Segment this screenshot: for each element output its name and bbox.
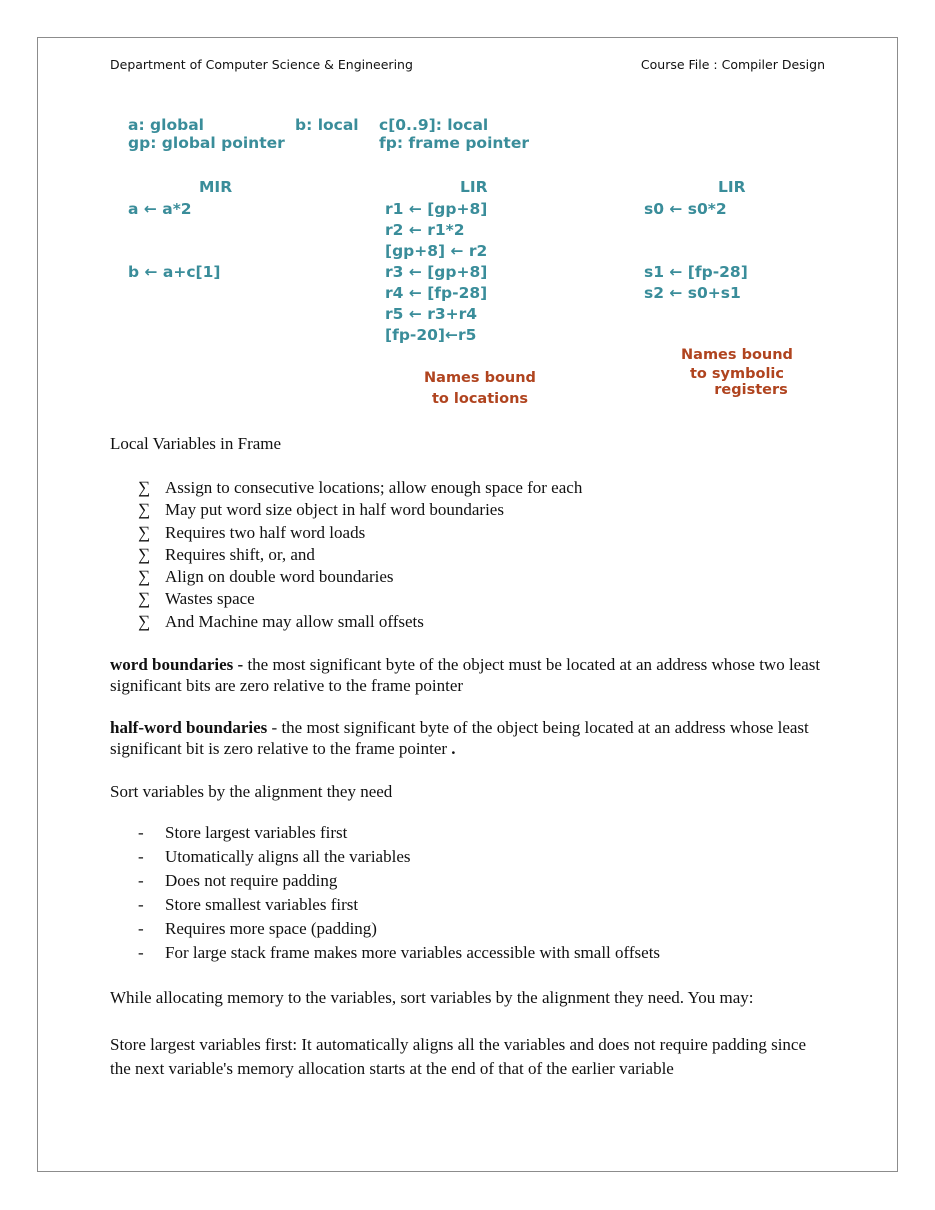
lir-line: [fp-20]←r5 xyxy=(385,326,477,344)
lir-register-line: s1 ← [fp-28] xyxy=(644,263,748,281)
sigma-bullet-icon: ∑ xyxy=(137,567,151,587)
column-mir: MIR xyxy=(199,178,233,196)
header-department: Department of Computer Science & Engineering xyxy=(110,57,413,72)
legend-gp: gp: global pointer xyxy=(128,134,285,152)
note-locations-line: to locations xyxy=(431,391,529,407)
legend-b: b: local xyxy=(295,116,359,134)
lir-register-line: s2 ← s0+s1 xyxy=(644,284,741,302)
sort-heading: Sort variables by the alignment they need xyxy=(110,782,393,801)
note-locations-line: Names bound xyxy=(424,370,536,386)
note-registers-line: to symbolic xyxy=(689,366,784,382)
dash-bullet: - xyxy=(138,871,144,890)
word-boundaries-term: word boundaries - xyxy=(110,655,244,674)
mir-line: a ← a*2 xyxy=(128,200,192,218)
column-lir-locations: LIR xyxy=(460,178,488,196)
dash-bullet: - xyxy=(138,919,144,938)
dash-bullet: - xyxy=(138,895,144,914)
lir-line: r3 ← [gp+8] xyxy=(385,263,488,281)
word-boundaries-paragraph: word boundaries - the most significant byte of the object must be located at an address whose two least significant bits are zero relative to the frame pointer xyxy=(110,655,821,695)
header-course: Course File : Compiler Design xyxy=(640,57,825,72)
half-word-boundaries-term: half-word boundaries xyxy=(110,718,268,737)
legend-fp: fp: frame pointer xyxy=(379,134,529,152)
lir-line: [gp+8] ← r2 xyxy=(385,242,488,260)
sigma-bullet-icon: ∑ xyxy=(137,611,151,631)
lir-register-line: s0 ← s0*2 xyxy=(644,200,727,218)
half-word-boundaries-paragraph: half-word boundaries - the most significant byte of the object being located at an address whose least significant bit is zero relative to the frame pointer . xyxy=(110,718,809,758)
legend-c: c[0..9]: local xyxy=(379,116,489,134)
lir-line: r1 ← [gp+8] xyxy=(385,200,488,218)
legend-a: a: global xyxy=(128,116,204,134)
dash-bullet: - xyxy=(138,847,144,866)
mir-line: b ← a+c[1] xyxy=(128,263,221,281)
lir-line: r2 ← r1*2 xyxy=(385,221,465,239)
note-registers-line: registers xyxy=(714,382,788,398)
dash-bullet: - xyxy=(138,823,144,842)
note-registers-line: Names bound xyxy=(681,347,793,363)
sigma-bullet-icon: ∑ xyxy=(137,478,151,497)
sigma-bullet-icon: ∑ xyxy=(137,544,151,564)
sigma-bullet-icon: ∑ xyxy=(137,500,151,520)
allocating-paragraph: While allocating memory to the variables, sort variables by the alignment they need. You may: xyxy=(110,988,754,1007)
sigma-bullet-icon: ∑ xyxy=(137,589,151,609)
lir-line: r4 ← [fp-28] xyxy=(385,284,488,302)
section-title: Local Variables in Frame xyxy=(110,434,282,453)
sigma-bullet-icon: ∑ xyxy=(137,522,151,542)
dash-bullet: - xyxy=(138,943,144,962)
mir-lir-figure xyxy=(0,0,935,420)
column-lir-registers: LIR xyxy=(718,178,746,196)
lir-line: r5 ← r3+r4 xyxy=(385,305,478,323)
store-largest-paragraph: Store largest variables first: It automatically aligns all the variables and does not require padding since the next variable's memory allocation starts at the end of that of the earlier variable xyxy=(110,1035,807,1078)
